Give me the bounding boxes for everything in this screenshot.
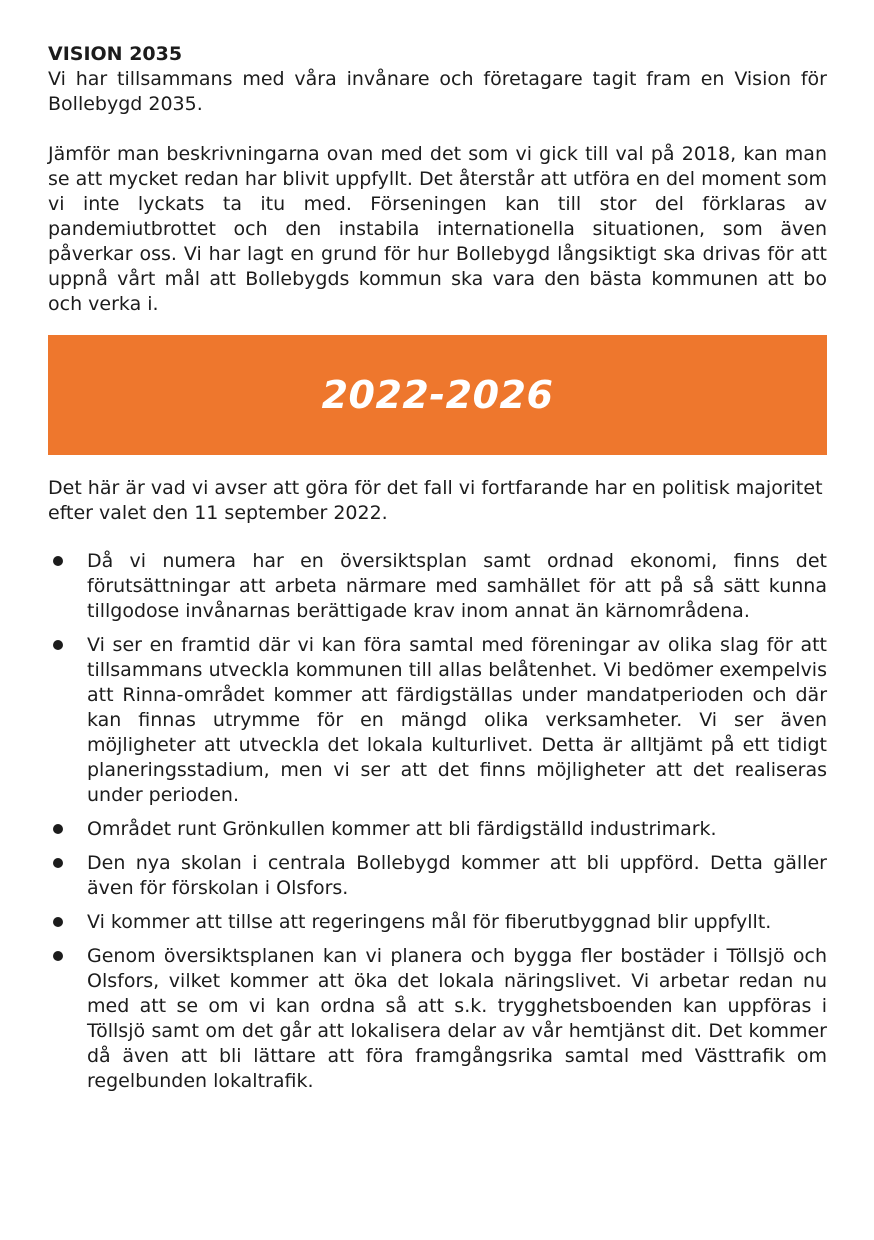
list-item — [48, 549, 827, 624]
list-item-text: Vi ser en framtid där vi kan föra samtal med föreningar av olika slag för att tillsammans utveckla kommunen till allas belåtenhet. Vi bedömer exempelvis att Rinna-området kommer att färdigställas under mandatperioden och där kan finnas utrymme för en mängd olika verksamheter. Vi ser även möjligheter att utveckla det lokala kulturlivet. Detta är alltjämt på ett tidigt planeringsstadium, men vi ser att det finns möjligheter att det realiseras under perioden. — [87, 634, 827, 806]
list-item-text: Genom översiktsplanen kan vi planera och bygga fler bostäder i Töllsjö och Olsfors, vilket kommer att öka det lokala näringslivet. Vi arbetar redan nu med att se om vi kan ordna så att s.k. trygghetsboenden kan uppföras i Töllsjö samt om det går att lokalisera delar av vår hemtjänst dit. Det kommer då även att bli lättare att föra framgångsrika samtal med Västtrafik om regelbunden lokaltrafik. — [87, 945, 827, 1092]
list-item-text: Den nya skolan i centrala Bollebygd kommer att bli uppförd. Detta gäller även för förskolan i Olsfors. — [87, 852, 827, 899]
period-banner-title: 2022-2026 — [321, 373, 554, 417]
list-item-text: Området runt Grönkullen kommer att bli färdigställd industrimark. — [87, 818, 717, 840]
list-item-text: Vi kommer att tillse att regeringens mål för fiberutbyggnad blir uppfyllt. — [87, 911, 772, 933]
list-item — [48, 633, 827, 808]
plan-bullet-list — [48, 549, 827, 1103]
list-item — [48, 851, 827, 901]
bullet-icon — [53, 951, 63, 961]
bullet-icon — [53, 824, 63, 834]
vision-heading: VISION 2035 — [48, 43, 183, 65]
list-item — [48, 944, 827, 1094]
bullet-icon — [53, 640, 63, 650]
list-item — [48, 817, 827, 842]
period-banner — [48, 335, 827, 455]
list-item — [48, 910, 827, 935]
bullet-icon — [53, 858, 63, 868]
vision-section — [48, 42, 827, 317]
list-item-text: Då vi numera har en översiktsplan samt ordnad ekonomi, finns det förutsättningar att arbeta närmare med samhället för att på så sätt kunna tillgodose invånarnas berättigade krav inom annat än kärnområdena. — [87, 550, 827, 622]
vision-paragraph-2: Jämför man beskrivningarna ovan med det som vi gick till val på 2018, kan man se att mycket redan har blivit uppfyllt. Det återstår att utföra en del moment som vi inte lyckats ta itu med. Förseningen kan till stor del förklaras av pandemiutbrottet och den instabila internationella situationen, som även påverkar oss. Vi har lagt en grund för hur Bollebygd långsiktigt ska drivas för att uppnå vårt mål att Bollebygds kommun ska vara den bästa kommunen att bo och verka i. — [48, 143, 827, 315]
bullet-icon — [53, 556, 63, 566]
bullet-icon — [53, 917, 63, 927]
intro-paragraph: Det här är vad vi avser att göra för det fall vi fortfarande har en politisk majoritet efter valet den 11 september 2022. — [48, 477, 823, 524]
vision-paragraph-1: Vi har tillsammans med våra invånare och företagare tagit fram en Vision för Bollebygd 2035. — [48, 68, 827, 115]
